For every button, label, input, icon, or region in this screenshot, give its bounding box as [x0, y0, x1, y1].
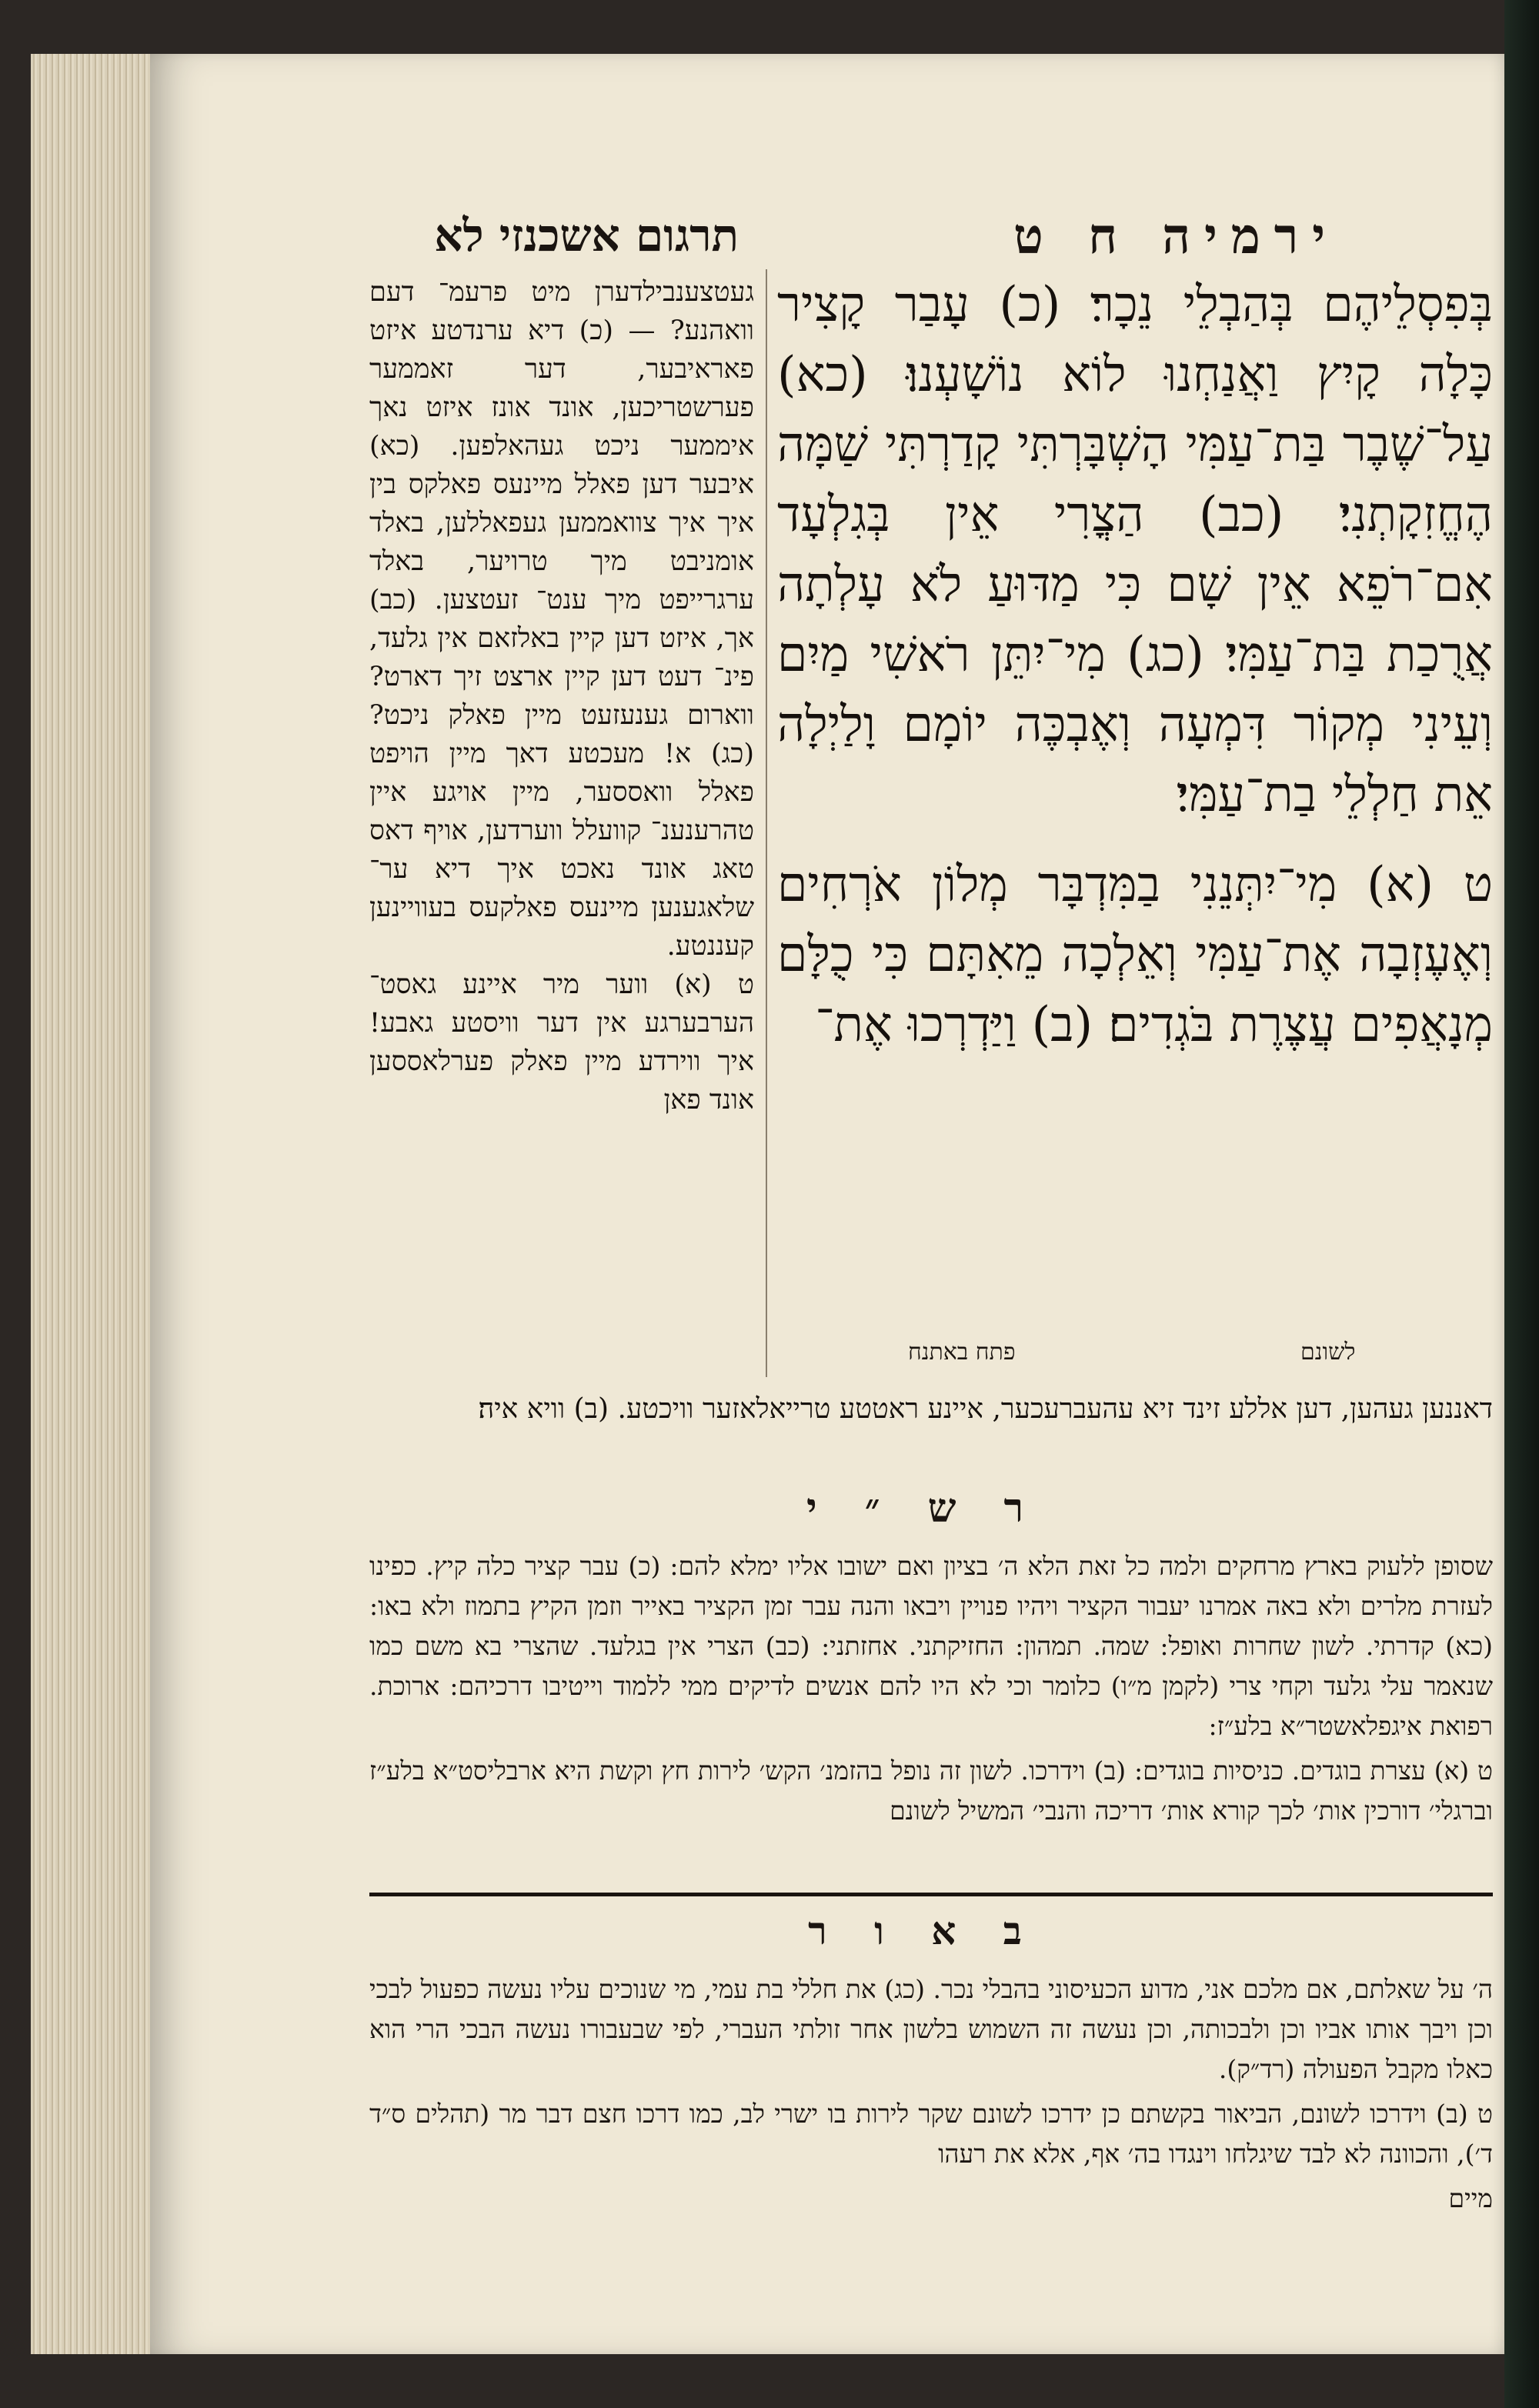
biur-commentary [369, 1969, 1493, 2213]
column-divider [766, 269, 767, 1377]
targum-chapter-9: ט (א) ווער מיר איינע גאסט־ הערבערגע אין דער וויסטע גאבע! איך ווירדע מיין פאלק פערלאססען אונד פאן [369, 969, 754, 1116]
targum-wide-line: דאננען געהען, דען אללע זינד זיא עהעברעכער, איינע ראטטע טרייאלאזער וויכטע. (ב) וויא איה׃ [478, 1393, 1493, 1425]
biur-paragraph-1: ה׳ על שאלתם, אם מלכם אני, מדוע הכעיסוני בהבלי נכר. (כג) את חללי בת עמי, מי שנוכים עליו נעשה כפעול לבכי וכן ויבך אותו אביו וכן ולבכותה, וכן נעשה זה השמוש בלשון אחר זולתי העברי, לפי שבעבורו נעשה הבכי הרי הוא כאלו מקבל הפעולה (רד״ק). [369, 1974, 1493, 2084]
masora-note-right-side: פתח באתנח [908, 1339, 1016, 1366]
hebrew-chapter-9-verses: ט (א) מִי־יִתְּנֵנִי בַמִּדְבָּר מְלוֹן אֹרְחִים וְאֶעֶזְבָה אֶת־עַמִּי וְאֵלְכָה מֵאִתָּם כִּי כֻלָּם מְנָאֲפִים עֲצֶרֶת בֹּגְדִים׃ (ב) וַיַּדְרְכוּ אֶת־ [777, 856, 1493, 1052]
hebrew-chapter-8-verses: בְּפִסְלֵיהֶם בְּהַבְלֵי נֵכָר׃ (כ) עָבַר קָצִיר כָּלָה קָיִץ וַאֲנַחְנוּ לוֹא נוֹשָׁעְנוּ׃ (כא) עַל־שֶׁבֶר בַּת־עַמִּי הָשְׁבָּרְתִּי קָדַרְתִּי שַׁמָּה הֶחֱזִקָתְנִי׃ (כב) הַצֳרִי אֵין בְּגִלְעָד אִם־רֹפֵא אֵין שָׁם כִּי מַדּוּעַ לֹא עָלְתָה אֲרֻכַת בַּת־עַמִּי׃ (כג) מִי־יִתֵּן רֹאשִׁי מַיִם וְעֵינִי מְקוֹר דִּמְעָה וְאֶבְכֶּה יוֹמָם וָלַיְלָה אֵת חַלְלֵי בַת־עַמִּי׃ [777, 276, 1493, 822]
targum-column [369, 273, 754, 1643]
running-header-targum: תרגום אשכנזי לא [434, 209, 739, 262]
page-edge-stack [31, 54, 154, 2354]
catchword: מיים [1448, 2183, 1493, 2213]
rashi-paragraph-2: ט (א) עצרת בוגדים. כניסיות בוגדים: (ב) וידרכו. לשון זה נופל בהזמנ׳ הקש׳ לירות חץ וקשת היא ארבליסט״א בלע״ז וברגלי׳ דורכין אות׳ לכך קורא אות׳ דריכה והנבי׳ המשיל לשונם [369, 1756, 1493, 1826]
book-cover-edge [1504, 0, 1539, 2408]
targum-continuation [369, 1389, 1493, 1430]
rashi-commentary [369, 1546, 1493, 1885]
biur-heading: ב א ו ר [808, 1908, 1039, 1953]
targum-chapter-8: געטצענבילדערן מיט פרעמ־ דעם וואהנע? — (כ) דיא ערנדטע איזט פאראיבער, דער זאממער פערשטריכען, אונד אונז איזט נאך איממער ניכט געהאלפען. (כא) איבער דען פאלל מיינעס פאלקס בין איך איך צוואממען געפאללען, באלד אומניבט מיך טרויער, באלד ערגרייפט מיך ענט־ זעטצען. (כב) אך, איזט דען קיין באלזאם אין גלעד, פינ־ דעט דען קיין ארצט זיך דארט? ווארום גענעזעט מיין פאלק ניכט? (כג) א! מעכטע דאך מיין הויפט פאלל וואססער, מיין אויגע איין טהרענענ־ קוועלל ווערדען, אויף דאס טאג אונד נאכט איך דיא ער־ שלאגענען מיינעס פאלקעס בעוויינען קעננטע. [369, 277, 754, 962]
rashi-heading: ר ש ״ י [806, 1485, 1041, 1532]
hebrew-text-column [777, 269, 1493, 1323]
section-divider-rule [369, 1893, 1493, 1896]
rashi-paragraph-1: שסופן ללעוק בארץ מרחקים ולמה כל זאת הלא ה׳ בציון ואם ישובו אליו ימלא להם: (כ) עבר קציר כלה קיץ. כפינו לעזרת מלרים ולא באה אמרנו יעבור הקציר ויהיו פנויין ויבאו והנה עבר זמן הקציר באייר וזמן הקיץ בתמוז ולא באו: (כא) קדרתי. לשון שחרות ואופל: שמה. תמהון: החזיקתני. אחזתני: (כב) הצרי אין בגלעד. שהצרי בא משם כמו שנאמר עלי גלעד וקחי צרי (לקמן מ״ו) כלומר וכי לא היו להם אנשים לדיקים ממי ללמוד וייטיבו דרכיהם: ארוכת. רפואת איגפלאשטר״א בלע״ז: [369, 1551, 1493, 1741]
running-header-book: ירמיה ח ט [1013, 208, 1339, 265]
biur-paragraph-2: ט (ב) וידרכו לשונם, הביאור בקשתם כן ידרכו לשונם שקר לירות בו ישרי לב, כמו דרכו חצם דבר מר (תהלים ס״ד ד׳), והכוונה לא לבד שיגלחו וינגדו בה׳ אף, אלא את רעהו [369, 2099, 1493, 2169]
masora-note-left-side: לשונם [1300, 1339, 1356, 1366]
